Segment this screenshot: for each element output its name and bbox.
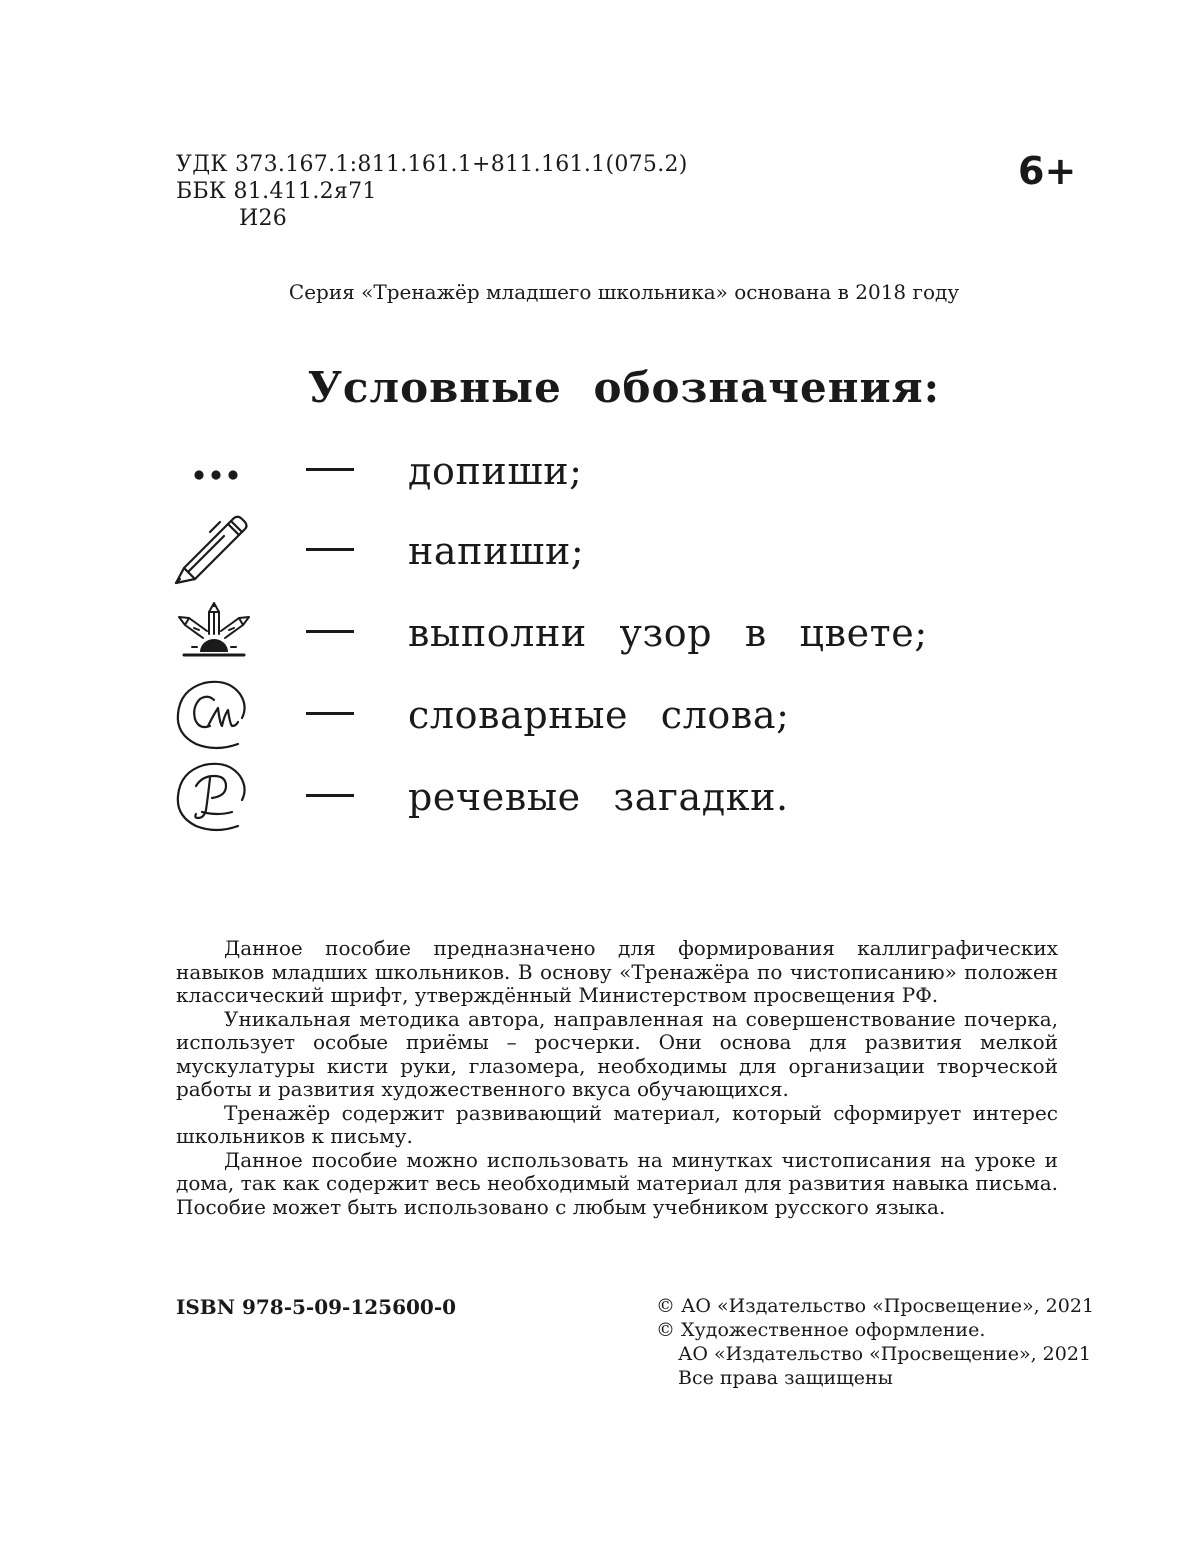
legend-item-pattern-in-color [0, 592, 1200, 672]
age-rating: 6+ [1018, 149, 1077, 193]
bbk-code: ББК 81.411.2я71 [176, 179, 377, 204]
udk-code: УДК 373.167.1:811.161.1+811.161.1(075.2) [176, 152, 688, 177]
legend-label: напиши; [408, 529, 585, 573]
description-paragraph: Тренажёр содержит развивающий материал, который сформирует интерес школьников к письму. [176, 1100, 1058, 1148]
rights-reserved: Все права защищены [678, 1367, 893, 1389]
colored-pencils-sunrise-icon [168, 592, 258, 672]
description-paragraph: Данное пособие предназначено для формирования каллиграфических навыков младших школьников. В основу «Тренажёра по чистописанию» положен классический шрифт, утверждённый Министерством просвещения РФ. [176, 936, 1058, 1007]
pen-icon [168, 510, 258, 590]
series-note: Серия «Тренажёр младшего школьника» основана в 2018 году [288, 280, 960, 304]
legend-item-complete [0, 430, 1200, 510]
copyright-line: © АО «Издательство «Просвещение», 2021 [656, 1295, 1095, 1317]
legend-item-dictionary-words [0, 674, 1200, 754]
legend-item-speech-riddles [0, 756, 1200, 836]
legend-label: выполни узор в цвете; [408, 611, 928, 655]
legend-dash [306, 630, 354, 633]
legend-dash [306, 468, 354, 471]
book-description [176, 937, 1058, 1219]
isbn: ISBN 978-5-09-125600-0 [176, 1295, 457, 1319]
cursive-r-circle-icon [168, 756, 258, 836]
copyright-line: АО «Издательство «Просвещение», 2021 [678, 1343, 1091, 1365]
legend-dash [306, 548, 354, 551]
legend-dash [306, 794, 354, 797]
legend-label: речевые загадки. [408, 775, 789, 819]
legend-label: словарные слова; [408, 693, 790, 737]
legend-heading: Условные обозначения: [307, 363, 941, 412]
legend-item-write [0, 510, 1200, 590]
legend-dash [306, 712, 354, 715]
copyright-line: © Художественное оформление. [656, 1319, 986, 1341]
description-paragraph: Данное пособие можно использовать на минутках чистописания на уроке и дома, так как содержит весь необходимый материал для развития навыка письма. Пособие может быть использовано с любым учебником русского языка. [176, 1147, 1058, 1219]
description-paragraph: Уникальная методика автора, направленная на совершенствование почерка, использует особые приёмы – росчерки. Они основа для развития мелкой мускулатуры кисти руки, глазомера, необходимы для организации творческой работы и развития художественного вкуса обучающихся. [176, 1006, 1058, 1101]
legend-label: допиши; [408, 449, 583, 493]
copyright-block [656, 1294, 1094, 1390]
cursive-sl-circle-icon [168, 674, 258, 754]
ellipsis-dots-icon [168, 430, 258, 510]
author-mark: И26 [239, 206, 288, 231]
